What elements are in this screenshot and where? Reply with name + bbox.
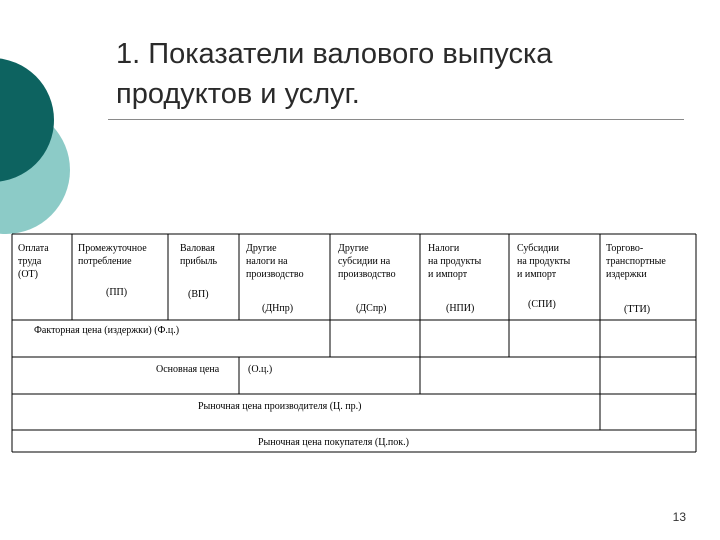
component-wages: Оплата труда (ОТ) bbox=[18, 243, 49, 280]
component-gross-profit: Валовая прибыль bbox=[180, 243, 218, 267]
component-gross-profit-abbr: (ВП) bbox=[188, 289, 209, 300]
component-product-taxes-abbr: (НПИ) bbox=[446, 303, 475, 314]
slide-title-line-1: 1. Показатели валового выпуска bbox=[116, 38, 553, 70]
component-other-production-subsidies: Другие субсидии на производство bbox=[338, 243, 396, 280]
component-trade-transport-costs-abbr: (ТТИ) bbox=[624, 304, 651, 315]
component-intermediate-consumption: Промежуточное потребление bbox=[78, 243, 147, 267]
factor-price-label: Факторная цена (издержки) (Ф.ц.) bbox=[34, 325, 180, 336]
producer-price-label: Рыночная цена производителя (Ц. пр.) bbox=[198, 401, 362, 412]
basic-price-abbr: (О.ц.) bbox=[248, 364, 273, 375]
basic-price-label: Основная цена bbox=[156, 364, 220, 375]
component-intermediate-consumption-abbr: (ПП) bbox=[106, 287, 128, 298]
component-product-subsidies: Субсидии на продукты и импорт bbox=[517, 243, 571, 280]
component-product-subsidies-abbr: (СПИ) bbox=[528, 299, 556, 310]
slide-title-line-2: продуктов и услуг. bbox=[116, 78, 360, 110]
component-other-production-taxes-abbr: (ДНпр) bbox=[262, 303, 294, 314]
component-trade-transport-costs: Торгово- транспортные издержки bbox=[606, 243, 666, 280]
component-product-taxes: Налоги на продукты и импорт bbox=[428, 243, 482, 280]
component-other-production-subsidies-abbr: (ДСпр) bbox=[356, 303, 387, 314]
purchaser-price-label: Рыночная цена покупателя (Ц.пок.) bbox=[258, 437, 409, 448]
page-number: 13 bbox=[672, 510, 686, 524]
component-other-production-taxes: Другие налоги на производство bbox=[246, 243, 304, 280]
